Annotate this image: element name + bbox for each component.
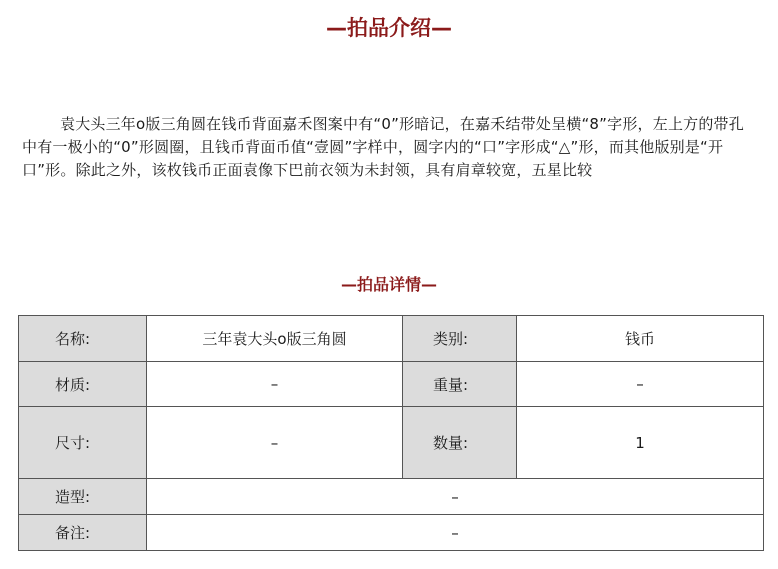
- table-row: [19, 479, 764, 515]
- remark-value: –: [147, 515, 764, 551]
- material-value: –: [147, 362, 403, 407]
- quantity-value: 1: [517, 407, 764, 479]
- size-value: –: [147, 407, 403, 479]
- category-label: 类别:: [403, 316, 517, 362]
- table-row: [19, 407, 764, 479]
- shape-label: 造型:: [19, 479, 147, 515]
- category-value: 钱币: [517, 316, 764, 362]
- weight-label: 重量:: [403, 362, 517, 407]
- shape-value: –: [147, 479, 764, 515]
- table-row: [19, 362, 764, 407]
- material-label: 材质:: [19, 362, 147, 407]
- quantity-label: 数量:: [403, 407, 517, 479]
- details-section-title: —拍品详情—: [340, 275, 437, 294]
- remark-label: 备注:: [19, 515, 147, 551]
- intro-description: 袁大头三年o版三角圆在钱币背面嘉禾图案中有“0”形暗记，在嘉禾结带处呈横“8”字形，左上方的带孔中有一极小的“0”形圆圈，且钱币背面币值“壹圆”字样中，圆字内的“口”字形成“△”形，而其他版别是“开口”形。除此之外，该枚钱币正面袁像下巴前衣领为未封领，具有肩章较宽，五星比较: [22, 115, 744, 179]
- table-row: [19, 316, 764, 362]
- details-table: [18, 315, 764, 551]
- name-label: 名称:: [19, 316, 147, 362]
- size-label: 尺寸:: [19, 407, 147, 479]
- weight-value: –: [517, 362, 764, 407]
- intro-section-title: —拍品介绍—: [326, 16, 452, 40]
- table-row: [19, 515, 764, 551]
- name-value: 三年袁大头o版三角圆: [147, 316, 403, 362]
